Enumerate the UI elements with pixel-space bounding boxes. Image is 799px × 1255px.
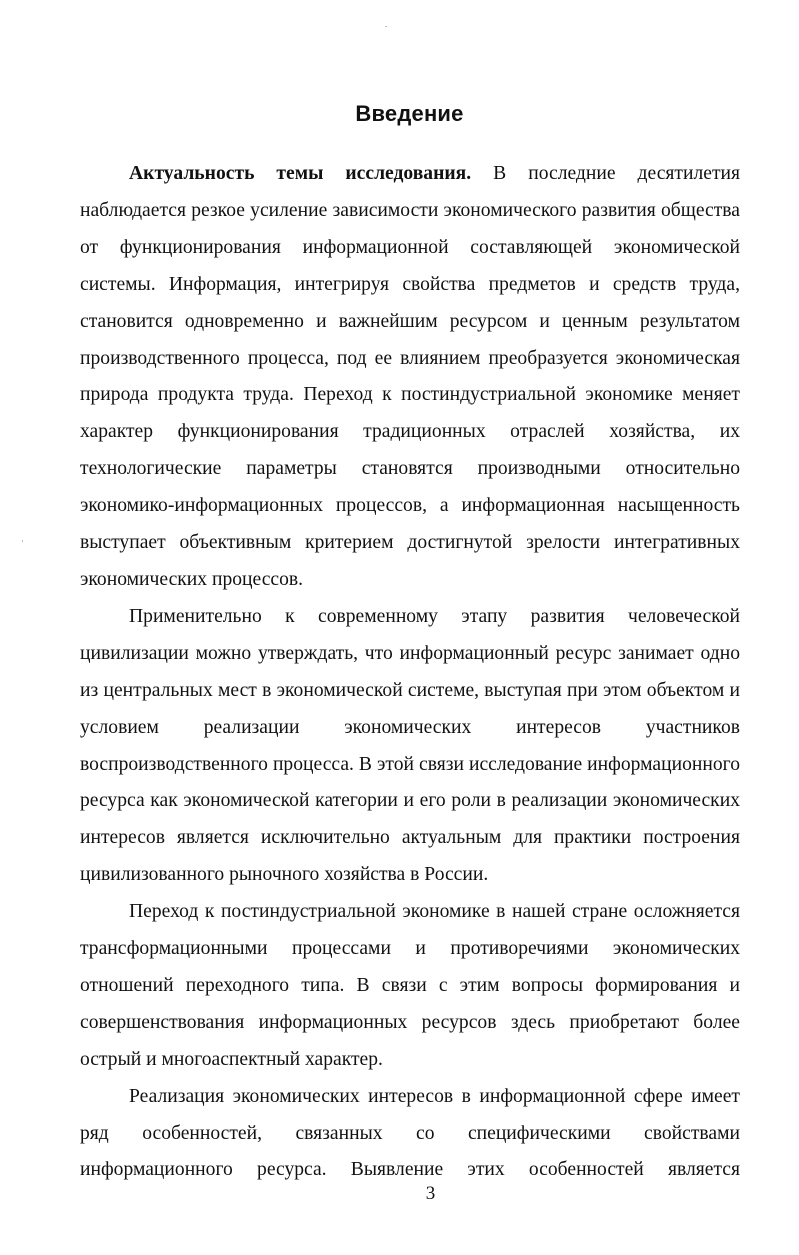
paragraph-text: Применительно к современному этапу развития человеческой цивилизации можно утверждать, что информационный ресурс занимает одно из центральных мест в экономической системе, выступая при этом объектом и условием реализации экономических интересов участников воспроизводственного процесса. В этой связи исследование информационного ресурса как экономической категории и его роли в реализации экономических интересов является исключительно актуальным для практики построения цивилизованного рыночного хозяйства в России. [80, 605, 740, 886]
scan-artifact-top [385, 26, 387, 27]
paragraph-postindustrial-transition [80, 894, 740, 1079]
paragraph-information-resource [80, 599, 740, 894]
page-number: 3 [425, 1183, 436, 1204]
paragraph-text: В последние десятилетия наблюдается резкое усиление зависимости экономического развития общества от функционирования информационной составляющей экономической системы. Информация, интегрируя свойства предметов и средств труда, становится одновременно и важнейшим ресурсом и ценным результатом производственного процесса, под ее влиянием преобразуется экономическая природа продукта труда. Переход к постиндустриальной экономике меняет характер функционирования традиционных отраслей хозяйства, их технологические параметры становятся производными относительно экономико-информационных процессов, а информационная насыщенность выступает объективным критерием достигнутой зрелости интегративных экономических процессов. [80, 163, 740, 590]
paragraph-text: Реализация экономических интересов в информационной сфере имеет ряд особенностей, связанных со специфическими свойствами информационного ресурса. Выявление этих особенностей является [80, 1085, 740, 1181]
paragraph-economic-interests [80, 1079, 740, 1190]
scan-artifact-left [22, 540, 23, 542]
paragraph-lead: Актуальность темы исследования. [129, 163, 472, 184]
page-title: Введение [355, 101, 464, 126]
body-text [80, 156, 740, 1189]
paragraph-relevance [80, 156, 740, 599]
paragraph-text: Переход к постиндустриальной экономике в нашей стране осложняется трансформационными процессами и противоречиями экономических отношений переходного типа. В связи с этим вопросы формирования и совершенствования информационных ресурсов здесь приобретают более острый и многоаспектный характер. [80, 901, 740, 1070]
